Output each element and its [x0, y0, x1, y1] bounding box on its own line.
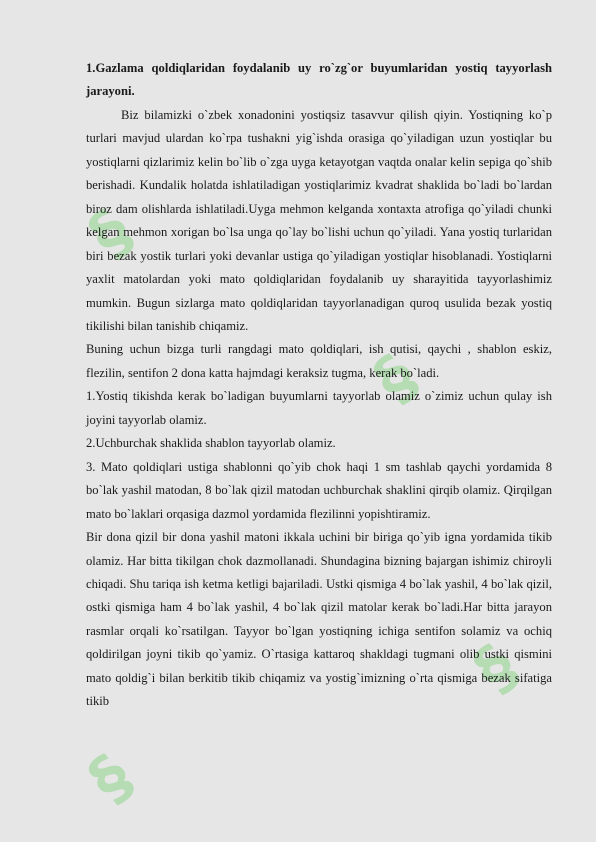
- document-title: 1.Gazlama qoldiqlaridan foydalanib uy ro`zg`or buyumlaridan yostiq tayyorlash jarayoni.: [86, 61, 552, 99]
- paragraph: 3. Mato qoldiqlari ustiga shablonni qo`yib chok haqi 1 sm tashlab qaychi yordamida 8 bo`lak yashil matodan, 8 bo`lak qizil matodan uchburchak shaklini qirqib olamiz. Qirqilgan mato bo`laklari orqasiga dazmol yordamida flezilinni yopishtiramiz.: [86, 459, 552, 521]
- paragraph: Biz bilamizki o`zbek xonadonini yostiqsiz tasavvur qilish qiyin. Yostiqning ko`p turlari mavjud ulardan ko`rpa tushakni yig`ishda orasiga qo`yiladigan uzun yostiqlar bu yostiqlarni qizlarimiz kelin bo`lib o`zga uyga ketayotgan vaqtda onalar kelin sepiga qo`shib berishadi. Kundalik holatda ishlatiladigan yostiqlarimiz kvadrat shaklida bo`ladi bo`lardan biroz dam olishlarda ishlatiladi.Uyga mehmon kelganda xontaxta atrofiga qo`yiladi chunki kelgan mehmon xorigan bo`lsa unga qo`lay bo`lishi uchun qo`yiladi. Yana yostiq turlaridan biri bezak yostik turlari yoki devanlar ustiga qo`yiladigan yostiqlar hisoblanadi. Yostiqlarni yaxlit matolardan yoki mato qoldiqlaridan foydalanib uy sharayitida tayyorlashimiz mumkin. Bugun sizlarga mato qoldiqlaridan tayyorlanadigan quroq usulida bezak yostiq tikilishi bilan tanishib chiqamiz.: [86, 107, 552, 333]
- watermark: §: [75, 738, 148, 816]
- document-body: [86, 57, 552, 714]
- paragraph: Bir dona qizil bir dona yashil matoni ikkala uchini bir biriga qo`yib igna yordamida tikib olamiz. Har bitta tikilgan chok dazmollanadi. Shundagina bizning bajargan ishimiz chiroyli chiqadi. Shu tariqa ish ketma ketligi bajariladi. Ustki qismiga 4 bo`lak yashil, 4 bo`lak qizil, ostki qismiga ham 4 bo`lak yashil, 4 bo`lak qizil matolar kerak bo`ladi.Har bitta jarayon rasmlar orqali ko`rsatilgan. Tayyor bo`lgan yostiqning ichiga sentifon solamiz va ochiq qoldirilgan joyni tikib qo`yamiz. O`rtasiga kattaroq shakldagi tugmani olib ustki qismini mato qoldig`i bilan berkitib tikib chiqamiz va yostig`imizning o`rta qismiga bezak sifatiga tikib: [86, 530, 552, 709]
- paragraph: Buning uchun bizga turli rangdagi mato qoldiqlari, ish qutisi, qaychi , shablon eskiz, flezilin, sentifon 2 dona katta hajmdagi keraksiz tugma, kerak bo`ladi.: [86, 342, 552, 380]
- watermark: §: [460, 628, 533, 706]
- watermark: §: [75, 193, 148, 271]
- paragraph: 1.Yostiq tikishda kerak bo`ladigan buyumlarni tayyorlab olamiz o`zimiz uchun qulay ish joyini tayyorlab olamiz.: [86, 389, 552, 427]
- watermark: §: [360, 338, 433, 416]
- paragraph: 2.Uchburchak shaklida shablon tayyorlab olamiz.: [86, 436, 336, 451]
